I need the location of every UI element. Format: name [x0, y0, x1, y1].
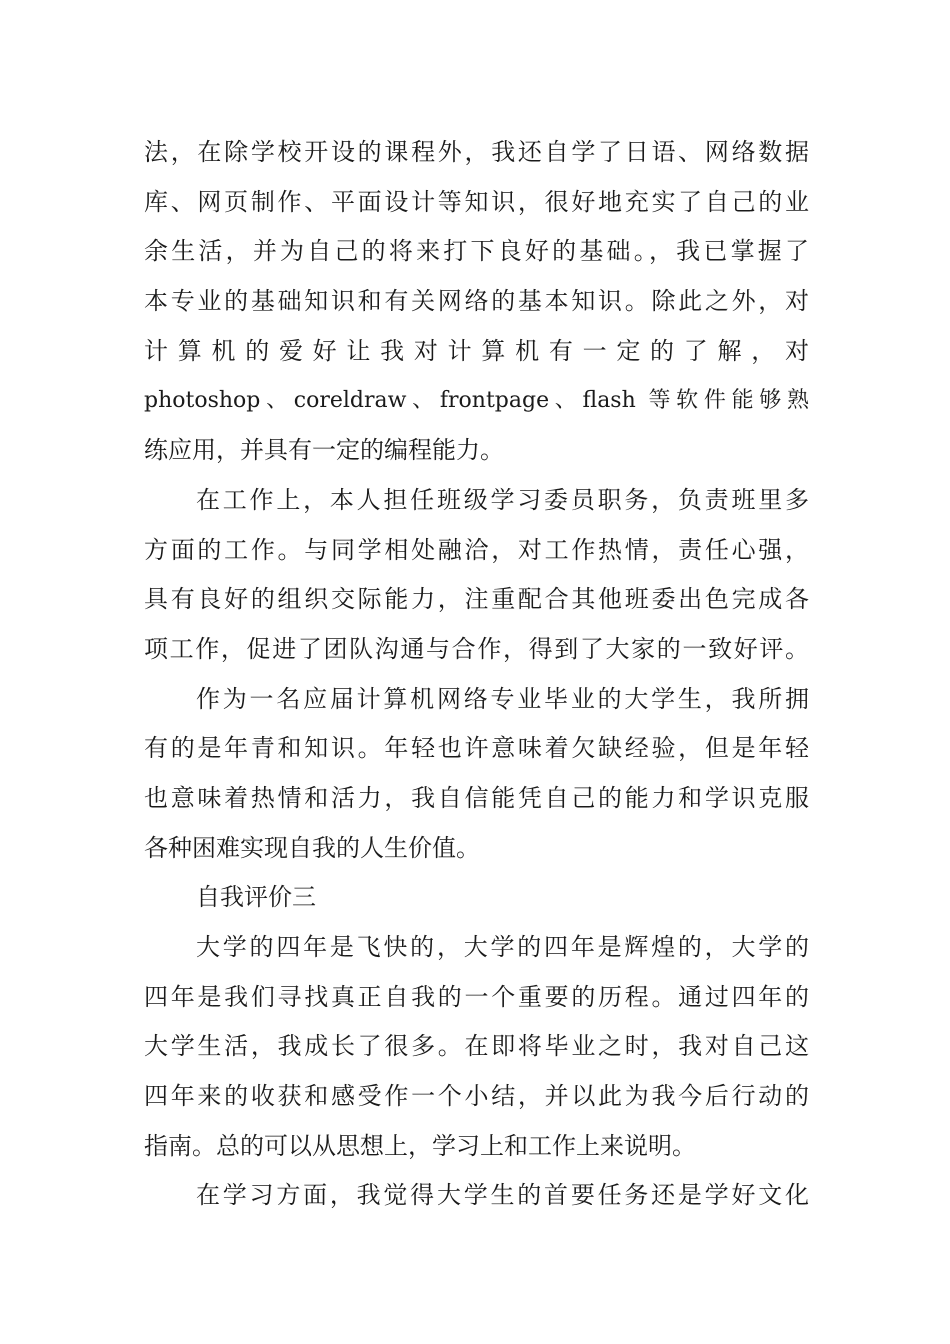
text-line: 有的是年青和知识。年轻也许意味着欠缺经验，但是年轻: [144, 734, 809, 763]
text-line: 四年来的收获和感受作一个小结，并以此为我今后行动的: [144, 1082, 809, 1111]
text-line: photoshop、coreldraw、frontpage、flash 等软件能够熟: [144, 388, 809, 414]
text-line: 计算机的爱好让我对计算机有一定的了解，对: [144, 336, 809, 365]
text-line: 库、网页制作、平面设计等知识，很好地充实了自己的业: [144, 187, 809, 216]
document-body: [144, 128, 809, 1221]
text-line: 本专业的基础知识和有关网络的基本知识。除此之外，对: [144, 287, 809, 316]
text-line: 余生活，并为自己的将来打下良好的基础。，我已掌握了: [144, 237, 809, 266]
text-line: 具有良好的组织交际能力，注重配合其他班委出色完成各: [144, 585, 809, 614]
paragraph-start-line: 大学的四年是飞快的，大学的四年是辉煌的，大学的: [196, 933, 809, 961]
text-line: 指南。总的可以从思想上，学习上和工作上来说明。: [144, 1131, 696, 1160]
paragraph-start-line: 在学习方面，我觉得大学生的首要任务还是学好文化: [196, 1181, 809, 1210]
section-heading: 自我评价三: [196, 883, 316, 912]
text-line: 大学生活，我成长了很多。在即将毕业之时，我对自己这: [144, 1032, 809, 1061]
text-line: 法，在除学校开设的课程外，我还自学了日语、网络数据: [144, 138, 809, 166]
paragraph-start-line: 作为一名应届计算机网络专业毕业的大学生，我所拥: [196, 684, 809, 713]
text-line: 各种困难实现自我的人生价值。: [144, 833, 480, 862]
text-line: 方面的工作。与同学相处融洽，对工作热情，责任心强，: [144, 535, 809, 564]
text-line: 四年是我们寻找真正自我的一个重要的历程。通过四年的: [144, 982, 809, 1011]
text-line: 项工作，促进了团队沟通与合作，得到了大家的一致好评。: [144, 634, 809, 663]
paragraph-start-line: 在工作上，本人担任班级学习委员职务，负责班里多: [196, 485, 809, 514]
text-line: 练应用，并具有一定的编程能力。: [144, 436, 504, 465]
text-line: 也意味着热情和活力，我自信能凭自己的能力和学识克服: [144, 783, 809, 812]
